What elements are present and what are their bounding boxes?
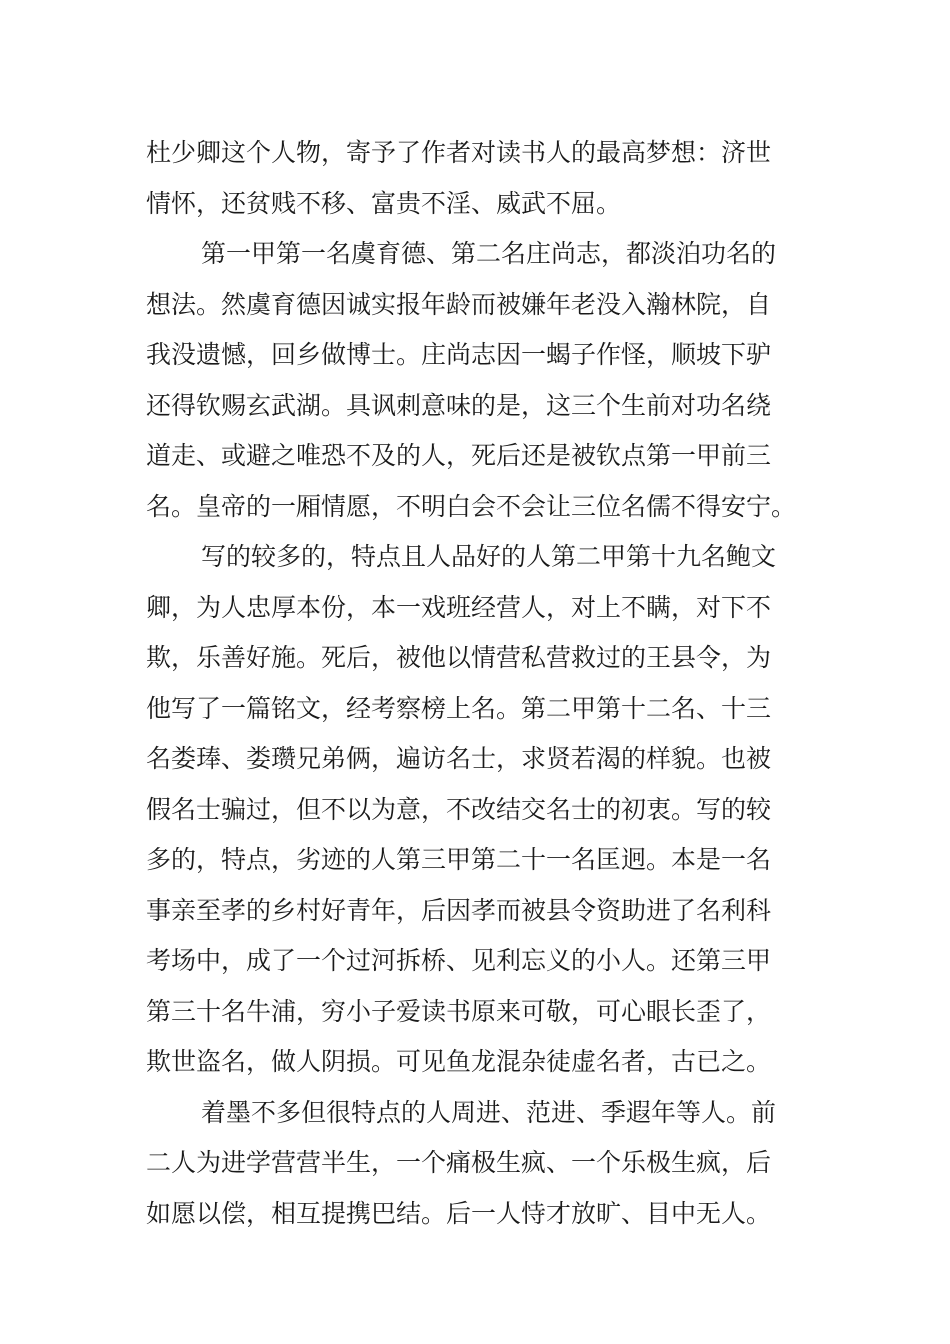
text-line: 二人为进学营营半生，一个痛极生疯、一个乐极生疯，后 [146, 1148, 772, 1177]
paragraph-start-line: 第一甲第一名虞育德、第二名庄尚志，都淡泊功名的 [201, 239, 777, 268]
text-line: 名。皇帝的一厢情愿，不明白会不会让三位名儒不得安宁。 [146, 491, 797, 521]
text-line: 卿，为人忠厚本份，本一戏班经营人，对上不瞒，对下不 [146, 592, 772, 622]
text-line: 事亲至孝的乡村好青年，后因孝而被县令资助进了名利科 [146, 895, 772, 925]
text-line: 道走、或避之唯恐不及的人，死后还是被钦点第一甲前三 [146, 441, 772, 470]
text-line: 考场中，成了一个过河拆桥、见利忘义的小人。还第三甲 [146, 946, 772, 975]
text-line: 多的，特点，劣迹的人第三甲第二十一名匡迥。本是一名 [146, 845, 772, 874]
text-line: 第三十名牛浦，穷小子爱读书原来可敬，可心眼长歪了， [146, 996, 772, 1026]
paragraph-start-line: 写的较多的，特点且人品好的人第二甲第十九名鲍文 [201, 542, 777, 571]
paragraph-start-line: 着墨不多但很特点的人周进、范进、季遐年等人。前 [201, 1097, 777, 1127]
text-line: 我没遗憾，回乡做博士。庄尚志因一蝎子作怪，顺坡下驴 [146, 340, 772, 369]
text-line: 假名士骗过，但不以为意，不改结交名士的初衷。写的较 [146, 794, 772, 824]
text-line: 想法。然虞育德因诚实报年龄而被嫌年老没入瀚林院，自 [146, 289, 772, 319]
text-line: 如愿以偿，相互提携巴结。后一人恃才放旷、目中无人。 [146, 1198, 772, 1228]
text-line: 情怀，还贫贱不移、富贵不淫、威武不屈。 [146, 188, 622, 218]
text-line: 名娄琫、娄瓒兄弟俩，遍访名士，求贤若渴的样貌。也被 [146, 744, 772, 773]
body-text [146, 128, 806, 1239]
text-line: 还得钦赐玄武湖。具讽刺意味的是，这三个生前对功名绕 [146, 390, 772, 420]
text-line: 欺世盗名，做人阴损。可见鱼龙混杂徒虚名者，古已之。 [146, 1047, 772, 1076]
text-line: 欺，乐善好施。死后，被他以情营私营救过的王县令，为 [146, 643, 772, 672]
text-line: 他写了一篇铭文，经考察榜上名。第二甲第十二名、十三 [146, 693, 772, 723]
text-line: 杜少卿这个人物，寄予了作者对读书人的最高梦想：济世 [146, 138, 772, 167]
